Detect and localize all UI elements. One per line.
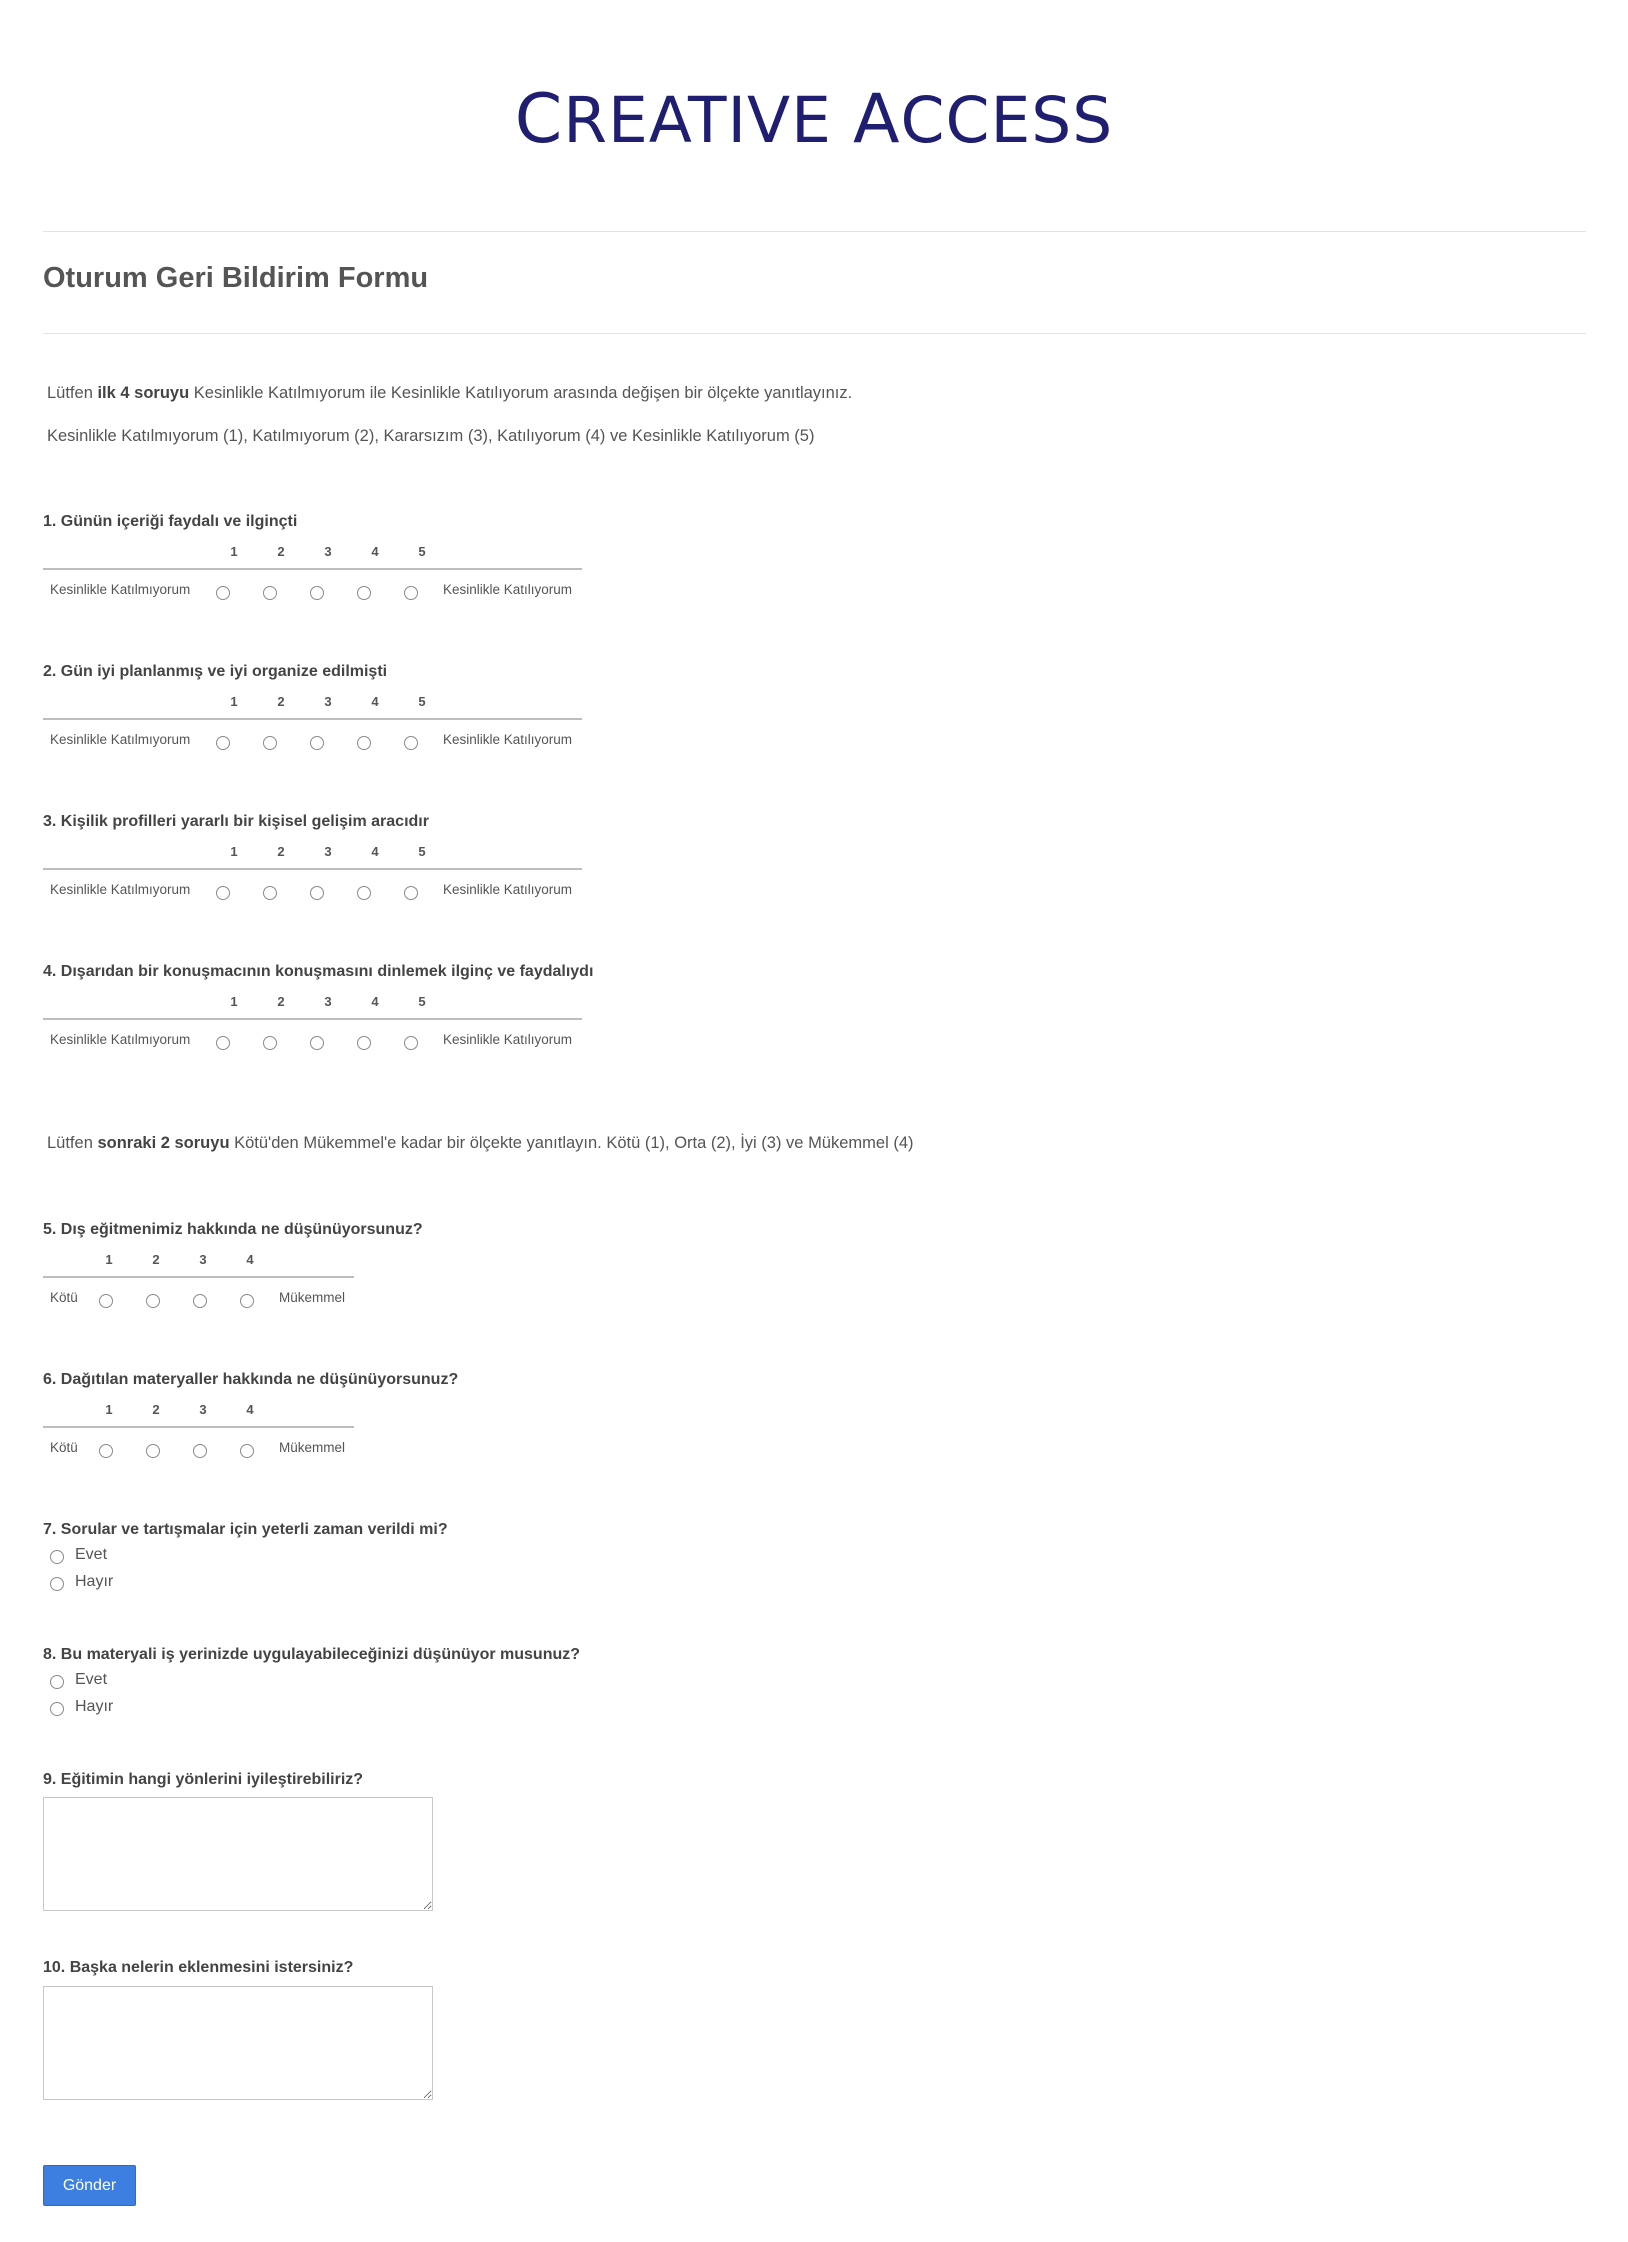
option-label: Evet bbox=[75, 1671, 108, 1688]
rating-scale bbox=[43, 844, 582, 906]
scale-number: 3 bbox=[324, 694, 332, 709]
scale-number: 4 bbox=[246, 1252, 254, 1267]
question-title: 3. Kişilik profilleri yararlı bir kişisel gelişim aracıdır bbox=[43, 813, 429, 830]
scale-low-label: Kötü bbox=[50, 1290, 78, 1305]
rating-radio-1[interactable] bbox=[216, 736, 230, 750]
scale-number: 2 bbox=[277, 694, 285, 709]
scale-number: 3 bbox=[324, 544, 332, 559]
question-title: 9. Eğitimin hangi yönlerini iyileştirebiliriz? bbox=[43, 1771, 364, 1788]
scale-high-label: Kesinlikle Katılıyorum bbox=[443, 732, 573, 747]
scale-number: 5 bbox=[418, 844, 426, 859]
question-title: 10. Başka nelerin eklenmesini istersiniz? bbox=[43, 1959, 354, 1976]
rating-radio-3[interactable] bbox=[310, 1036, 324, 1050]
question-title: 5. Dış eğitmenimiz hakkında ne düşünüyorsunuz? bbox=[43, 1221, 423, 1238]
option-label: Evet bbox=[75, 1546, 108, 1563]
question-1 bbox=[43, 512, 582, 606]
instructions-scale-legend: Kesinlikle Katılmıyorum (1), Katılmıyorum (2), Kararsızım (3), Katılıyorum (4) ve Kesinlikle Katılıyorum (5) bbox=[47, 427, 815, 445]
option-evet[interactable] bbox=[43, 1668, 580, 1695]
rating-radio-5[interactable] bbox=[404, 736, 418, 750]
rating-radio-3[interactable] bbox=[193, 1294, 207, 1308]
rating-scale bbox=[43, 544, 582, 606]
rating-radio-3[interactable] bbox=[310, 736, 324, 750]
scale-number: 2 bbox=[152, 1402, 160, 1417]
option-hayir[interactable] bbox=[43, 1695, 580, 1722]
rating-radio-2[interactable] bbox=[146, 1294, 160, 1308]
scale-high-label: Kesinlikle Katılıyorum bbox=[443, 582, 573, 597]
question-3 bbox=[43, 812, 582, 906]
question-9 bbox=[43, 1770, 363, 1790]
rating-radio-2[interactable] bbox=[146, 1444, 160, 1458]
rating-radio-4[interactable] bbox=[357, 736, 371, 750]
scale-low-label: Kesinlikle Katılmıyorum bbox=[50, 1032, 191, 1047]
scale-number: 4 bbox=[371, 844, 379, 859]
rating-radio-3[interactable] bbox=[310, 586, 324, 600]
rating-radio-5[interactable] bbox=[404, 1036, 418, 1050]
question-4 bbox=[43, 962, 593, 1056]
scale-low-label: Kötü bbox=[50, 1440, 78, 1455]
question-title: 4. Dışarıdan bir konuşmacının konuşmasını dinlemek ilginç ve faydalıydı bbox=[43, 963, 594, 980]
question-8 bbox=[43, 1645, 580, 1722]
submit-button[interactable]: Gönder bbox=[43, 2165, 136, 2206]
scale-number: 1 bbox=[230, 994, 238, 1009]
rating-radio-2[interactable] bbox=[263, 736, 277, 750]
rating-scale bbox=[43, 694, 582, 756]
question-10 bbox=[43, 1958, 353, 1978]
rating-radio-4[interactable] bbox=[357, 886, 371, 900]
option-label: Hayır bbox=[75, 1698, 114, 1715]
scale-high-label: Mükemmel bbox=[279, 1290, 346, 1305]
option-evet[interactable] bbox=[43, 1543, 448, 1570]
scale-number: 3 bbox=[324, 844, 332, 859]
rating-radio-1[interactable] bbox=[216, 886, 230, 900]
radio-evet[interactable] bbox=[50, 1550, 64, 1564]
question-title: 8. Bu materyali iş yerinizde uygulayabileceğinizi düşünüyor musunuz? bbox=[43, 1646, 581, 1663]
scale-number: 5 bbox=[418, 694, 426, 709]
radio-evet[interactable] bbox=[50, 1675, 64, 1689]
question-2 bbox=[43, 662, 582, 756]
question-title: 1. Günün içeriği faydalı ve ilginçti bbox=[43, 513, 298, 530]
creative-access-logo: CREATIVE ACCESS bbox=[514, 80, 1114, 159]
rating-radio-1[interactable] bbox=[99, 1444, 113, 1458]
scale-number: 3 bbox=[324, 994, 332, 1009]
scale-number: 4 bbox=[246, 1402, 254, 1417]
rating-radio-5[interactable] bbox=[404, 586, 418, 600]
page-title: Oturum Geri Bildirim Formu bbox=[43, 262, 429, 294]
rating-radio-2[interactable] bbox=[263, 886, 277, 900]
option-label: Hayır bbox=[75, 1573, 114, 1590]
rating-radio-2[interactable] bbox=[263, 1036, 277, 1050]
rating-radio-4[interactable] bbox=[240, 1294, 254, 1308]
option-hayir[interactable] bbox=[43, 1570, 448, 1597]
rating-scale bbox=[43, 1402, 354, 1464]
rating-radio-4[interactable] bbox=[357, 586, 371, 600]
instructions-scale-quality: Lütfen sonraki 2 soruyu Kötü'den Mükemmel'e kadar bir ölçekte yanıtlayın. Kötü (1), Orta (2), İyi (3) ve Mükemmel (4) bbox=[47, 1134, 914, 1152]
scale-number: 1 bbox=[230, 694, 238, 709]
instructions-scale-agree: Lütfen ilk 4 soruyu Kesinlikle Katılmıyorum ile Kesinlikle Katılıyorum arasında değişen bir ölçekte yanıtlayınız. bbox=[47, 384, 853, 402]
rating-scale bbox=[43, 994, 582, 1056]
scale-number: 5 bbox=[418, 994, 426, 1009]
rating-radio-3[interactable] bbox=[310, 886, 324, 900]
question-title: 2. Gün iyi planlanmış ve iyi organize edilmişti bbox=[43, 663, 388, 680]
question-7 bbox=[43, 1520, 448, 1597]
scale-high-label: Mükemmel bbox=[279, 1440, 346, 1455]
scale-number: 1 bbox=[105, 1252, 113, 1267]
scale-low-label: Kesinlikle Katılmıyorum bbox=[50, 882, 191, 897]
scale-high-label: Kesinlikle Katılıyorum bbox=[443, 1032, 573, 1047]
rating-radio-1[interactable] bbox=[99, 1294, 113, 1308]
scale-number: 2 bbox=[277, 844, 285, 859]
question-5 bbox=[43, 1220, 423, 1314]
rating-radio-4[interactable] bbox=[357, 1036, 371, 1050]
scale-number: 4 bbox=[371, 544, 379, 559]
title-divider bbox=[43, 333, 1586, 334]
rating-radio-1[interactable] bbox=[216, 586, 230, 600]
additions-textarea[interactable] bbox=[43, 1986, 433, 2100]
rating-scale bbox=[43, 1252, 354, 1314]
scale-number: 1 bbox=[230, 844, 238, 859]
header-divider bbox=[43, 231, 1586, 232]
scale-number: 2 bbox=[152, 1252, 160, 1267]
scale-number: 4 bbox=[371, 994, 379, 1009]
scale-number: 1 bbox=[230, 544, 238, 559]
rating-radio-4[interactable] bbox=[240, 1444, 254, 1458]
question-title: 7. Sorular ve tartışmalar için yeterli zaman verildi mi? bbox=[43, 1521, 448, 1538]
rating-radio-3[interactable] bbox=[193, 1444, 207, 1458]
scale-number: 3 bbox=[199, 1252, 207, 1267]
rating-radio-2[interactable] bbox=[263, 586, 277, 600]
rating-radio-5[interactable] bbox=[404, 886, 418, 900]
question-title: 6. Dağıtılan materyaller hakkında ne düşünüyorsunuz? bbox=[43, 1371, 459, 1388]
improvement-textarea[interactable] bbox=[43, 1797, 433, 1911]
scale-high-label: Kesinlikle Katılıyorum bbox=[443, 882, 573, 897]
scale-number: 5 bbox=[418, 544, 426, 559]
scale-low-label: Kesinlikle Katılmıyorum bbox=[50, 732, 191, 747]
radio-hayir[interactable] bbox=[50, 1702, 64, 1716]
rating-radio-1[interactable] bbox=[216, 1036, 230, 1050]
scale-number: 3 bbox=[199, 1402, 207, 1417]
radio-hayir[interactable] bbox=[50, 1577, 64, 1591]
scale-number: 2 bbox=[277, 544, 285, 559]
scale-number: 2 bbox=[277, 994, 285, 1009]
question-6 bbox=[43, 1370, 458, 1464]
scale-number: 1 bbox=[105, 1402, 113, 1417]
scale-number: 4 bbox=[371, 694, 379, 709]
scale-low-label: Kesinlikle Katılmıyorum bbox=[50, 582, 191, 597]
